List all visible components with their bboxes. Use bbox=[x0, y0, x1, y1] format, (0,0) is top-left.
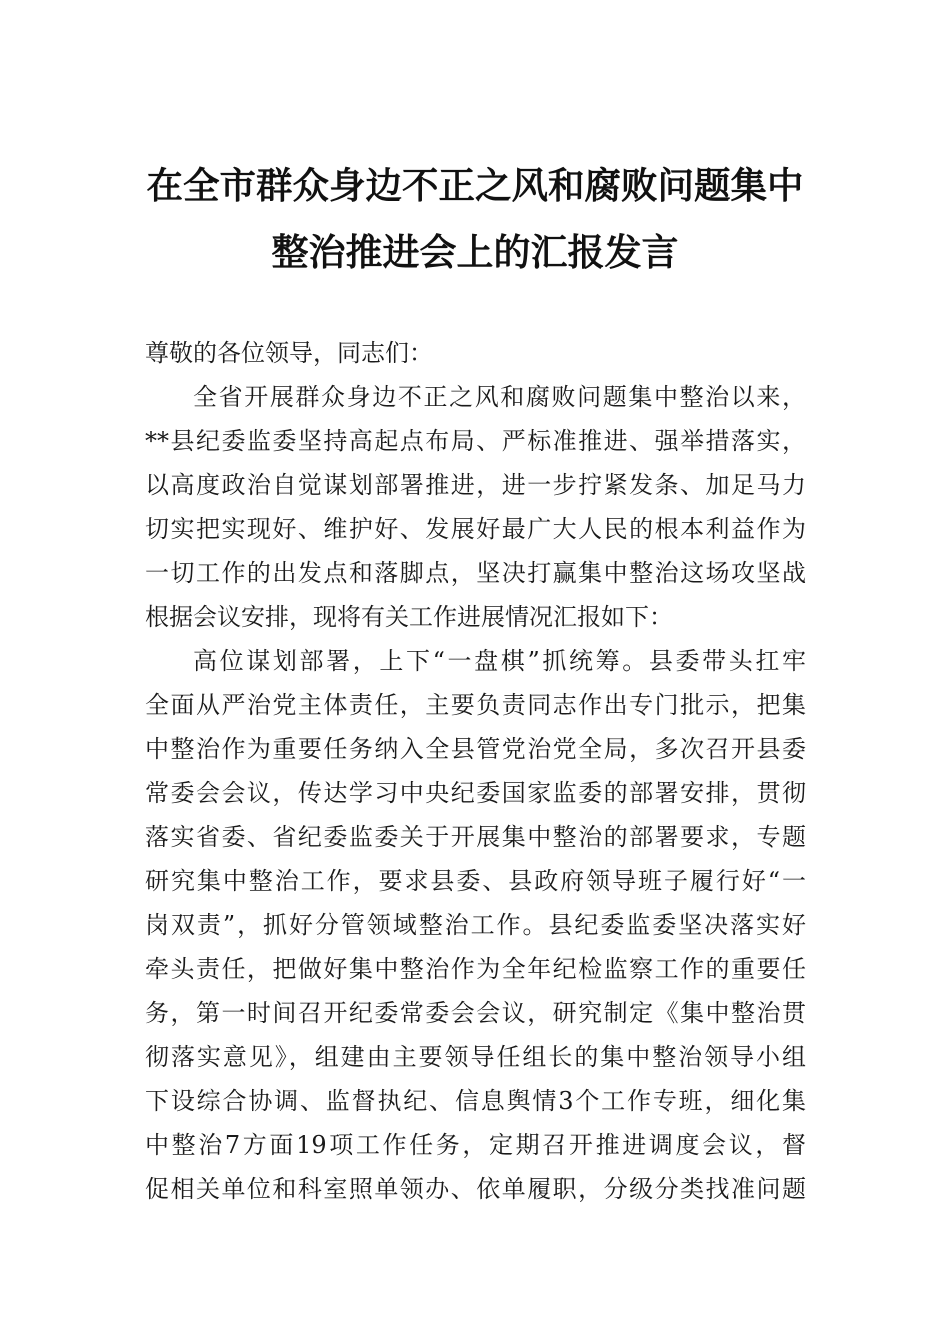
paragraph-1-line: **县纪委监委坚持高起点布局、严标准推进、强举措落实， bbox=[145, 427, 806, 455]
paragraph-2-line: 全面从严治党主体责任，主要负责同志作出专门批示，把集 bbox=[145, 691, 806, 719]
paragraph-1-line: 以高度政治自觉谋划部署推进，进一步拧紧发条、加足马力 bbox=[145, 471, 806, 499]
paragraph-1-line: 全省开展群众身边不正之风和腐败问题集中整治以来， bbox=[193, 383, 806, 411]
paragraph-2-line: 务，第一时间召开纪委常委会会议，研究制定《集中整治贯 bbox=[145, 999, 806, 1027]
paragraph-2-line: 研究集中整治工作，要求县委、县政府领导班子履行好“一 bbox=[145, 867, 806, 895]
document-title-line-2: 整治推进会上的汇报发言 bbox=[271, 230, 679, 274]
paragraph-2-line: 岗双责”，抓好分管领域整治工作。县纪委监委坚决落实好 bbox=[145, 911, 806, 939]
salutation: 尊敬的各位领导，同志们： bbox=[145, 339, 433, 367]
paragraph-2-line: 彻落实意见》，组建由主要领导任组长的集中整治领导小组 bbox=[145, 1043, 806, 1071]
paragraph-2-line: 下设综合协调、监督执纪、信息舆情3个工作专班，细化集 bbox=[145, 1087, 806, 1115]
paragraph-1-line: 根据会议安排，现将有关工作进展情况汇报如下： bbox=[145, 603, 673, 631]
paragraph-2-line: 常委会会议，传达学习中央纪委国家监委的部署安排，贯彻 bbox=[145, 779, 806, 807]
document-title-line-1: 在全市群众身边不正之风和腐败问题集中 bbox=[146, 164, 804, 207]
paragraph-2-line: 中整治作为重要任务纳入全县管党治党全局，多次召开县委 bbox=[145, 735, 806, 763]
paragraph-1-line: 一切工作的出发点和落脚点，坚决打赢集中整治这场攻坚战 bbox=[145, 559, 806, 587]
paragraph-2-line: 促相关单位和科室照单领办、依单履职，分级分类找准问题 bbox=[145, 1175, 806, 1203]
paragraph-2-line: 高位谋划部署，上下“一盘棋”抓统筹。县委带头扛牢 bbox=[193, 647, 806, 675]
paragraph-1-line: 切实把实现好、维护好、发展好最广大人民的根本利益作为 bbox=[145, 515, 806, 543]
paragraph-2-line: 中整治7方面19项工作任务，定期召开推进调度会议，督 bbox=[145, 1131, 806, 1159]
paragraph-2-line: 落实省委、省纪委监委关于开展集中整治的部署要求，专题 bbox=[145, 823, 806, 851]
paragraph-2-line: 牵头责任，把做好集中整治作为全年纪检监察工作的重要任 bbox=[145, 955, 806, 983]
